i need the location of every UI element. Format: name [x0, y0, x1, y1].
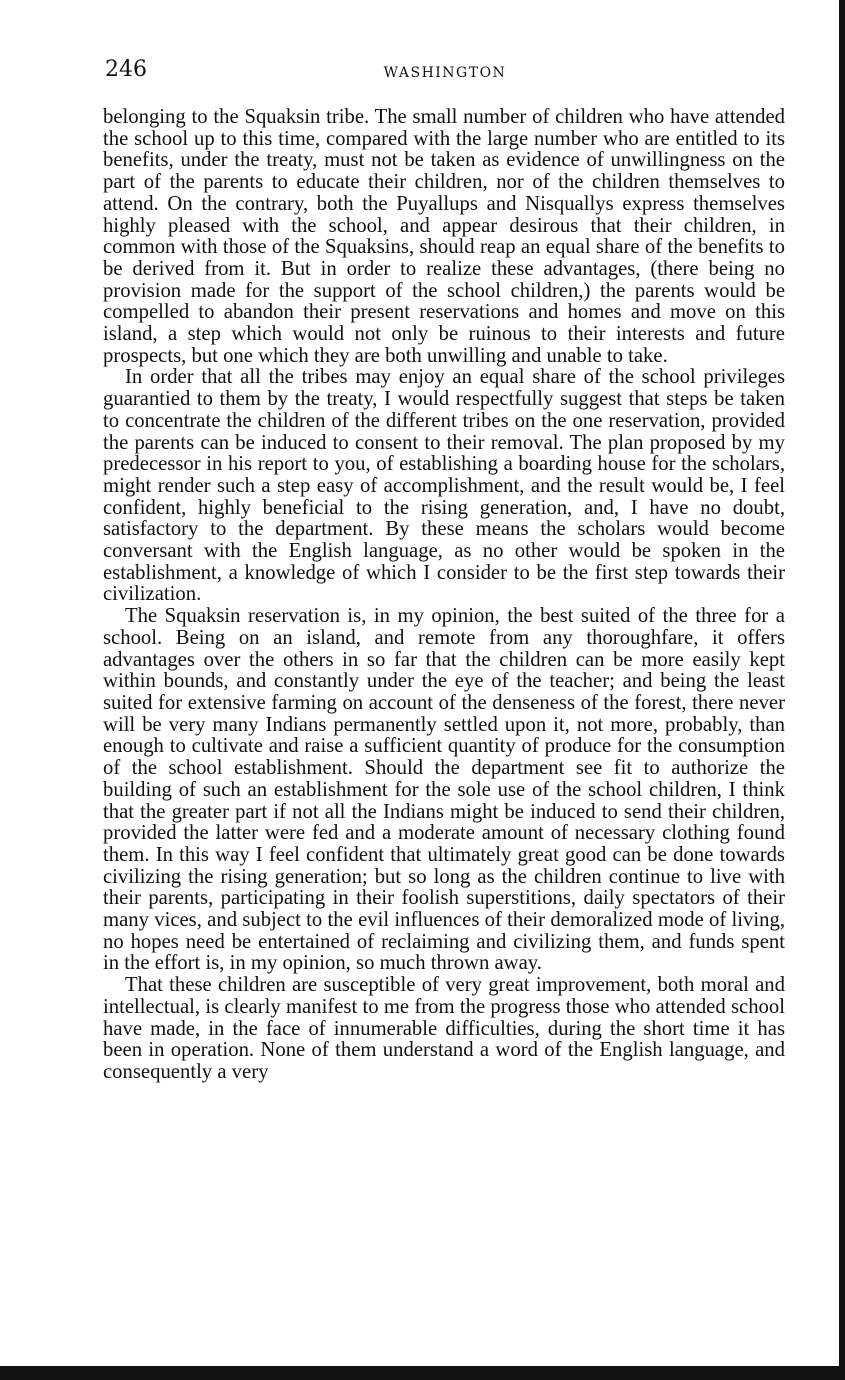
paragraph: In order that all the tribes may enjoy an equal share of the school privileges guarantied to them by the treaty, I would respectfully suggest that steps be taken to concentrate the children of the different tribes on the one reservation, provided the parents can be induced to consent to their removal. The plan proposed by my predecessor in his report to you, of establishing a boarding house for the scholars, might render such a step easy of accomplishment, and the result would be, I feel confident, highly beneficial to the rising generation, and, I have no doubt, satisfactory to the department. By these means the scholars would become conversant with the English language, as no other would be spoken in the establishment, a knowledge of which I consider to be the first step towards their civilization.: [103, 366, 785, 606]
scan-border-right: [839, 0, 845, 1380]
scan-border-bottom: [0, 1366, 845, 1380]
body-text: [103, 107, 785, 1084]
paragraph: The Squaksin reservation is, in my opinion, the best suited of the three for a school. Being on an island, and remote from any thoroughfare, it offers advantages over the others in so far that the children can be more easily kept within bounds, and constantly under the eye of the teacher; and being the least suited for extensive farming on account of the denseness of the forest, there never will be very many Indians permanently settled upon it, not more, probably, than enough to cultivate and raise a sufficient quantity of produce for the consumption of the school establishment. Should the department see fit to authorize the building of such an establishment for the sole use of the school children, I think that the greater part if not all the Indians might be induced to send their children, provided the latter were fed and a moderate amount of necessary clothing found them. In this way I feel confident that ultimately great good can be done towards civilizing the rising generation; but so long as the children continue to live with their parents, participating in their foolish superstitions, daily spectators of their many vices, and subject to the evil influences of their demoralized mode of living, no hopes need be entertained of reclaiming and civilizing them, and funds spent in the effort is, in my opinion, so much thrown away.: [103, 605, 785, 975]
paragraph-continued: belonging to the Squaksin tribe. The small number of children who have attended the school up to this time, compared with the large number who are entitled to its benefits, under the treaty, must not be taken as evidence of unwillingness on the part of the parents to educate their children, nor of the children themselves to attend. On the contrary, both the Puyallups and Nisquallys express themselves highly pleased with the school, and appear desirous that their children, in common with those of the Squaksins, should reap an equal share of the benefits to be derived from it. But in order to realize these advantages, (there being no provision made for the support of the school children,) the parents would be compelled to abandon their present reservations and homes and move on this island, a step which would not only be ruinous to their interests and future prospects, but one which they are both unwilling and unable to take.: [103, 106, 785, 367]
running-head: WASHINGTON: [383, 65, 507, 81]
paragraph: That these children are susceptible of very great improvement, both moral and intellectual, is clearly manifest to me from the progress those who attended school have made, in the face of innumerable difficulties, during the short time it has been in operation. None of them understand a word of the English language, and consequently a very: [103, 974, 785, 1083]
page-number: 246: [105, 57, 147, 82]
page-header: [105, 55, 785, 85]
